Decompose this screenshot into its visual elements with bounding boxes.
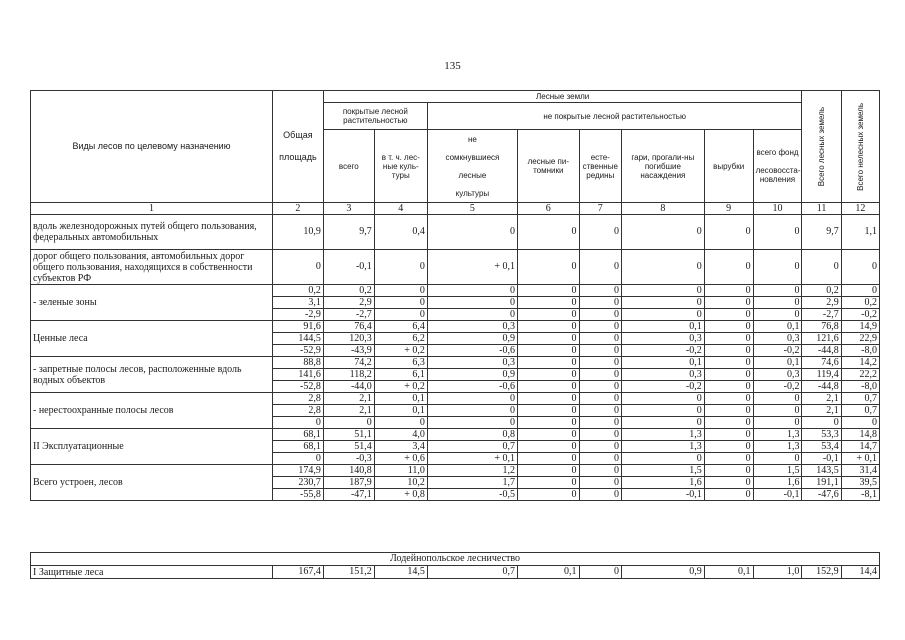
index-cell: 12 bbox=[841, 203, 879, 215]
value-cell: 0 bbox=[704, 309, 753, 321]
value-cell: 0 bbox=[621, 417, 704, 429]
value-cell: 6,4 bbox=[374, 321, 427, 333]
value-cell: 0 bbox=[704, 345, 753, 357]
value-cell: 0,7 bbox=[841, 393, 879, 405]
value-cell: 68,1 bbox=[272, 441, 323, 453]
value-cell: 0 bbox=[518, 441, 580, 453]
value-cell: + 0,2 bbox=[374, 345, 427, 357]
value-cell: 0,2 bbox=[802, 285, 841, 297]
value-cell: 0 bbox=[272, 250, 323, 285]
value-cell: 74,6 bbox=[802, 357, 841, 369]
value-cell: 0 bbox=[704, 489, 753, 501]
value-cell: 0 bbox=[704, 333, 753, 345]
value-cell: 22,9 bbox=[841, 333, 879, 345]
value-cell: 10,9 bbox=[272, 215, 323, 250]
value-cell: 0,3 bbox=[427, 357, 517, 369]
value-cell: + 0,1 bbox=[841, 453, 879, 465]
value-cell: 1,6 bbox=[621, 477, 704, 489]
value-cell: 14,8 bbox=[841, 429, 879, 441]
index-cell: 4 bbox=[374, 203, 427, 215]
value-cell: 0 bbox=[518, 489, 580, 501]
value-cell: 0 bbox=[704, 321, 753, 333]
value-cell: 91,6 bbox=[272, 321, 323, 333]
value-cell: 0 bbox=[753, 297, 802, 309]
index-row bbox=[31, 203, 880, 215]
value-cell: 1,0 bbox=[753, 566, 802, 579]
value-cell: 0,1 bbox=[753, 357, 802, 369]
value-cell: 187,9 bbox=[323, 477, 374, 489]
value-cell: 0,1 bbox=[753, 321, 802, 333]
group-name: Ценные леса bbox=[31, 321, 273, 357]
value-cell: 151,2 bbox=[323, 566, 374, 579]
value-cell: 0 bbox=[579, 250, 621, 285]
value-cell: 14,7 bbox=[841, 441, 879, 453]
value-cell: 1,6 bbox=[753, 477, 802, 489]
value-cell: 0 bbox=[518, 333, 580, 345]
value-cell: 0 bbox=[579, 309, 621, 321]
value-cell: 0 bbox=[518, 429, 580, 441]
value-cell: 0,1 bbox=[518, 566, 580, 579]
value-cell: -44,8 bbox=[802, 345, 841, 357]
value-cell: 10,2 bbox=[374, 477, 427, 489]
value-cell: -44,0 bbox=[323, 381, 374, 393]
value-cell: 0 bbox=[579, 297, 621, 309]
value-cell: 53,4 bbox=[802, 441, 841, 453]
value-cell: 118,2 bbox=[323, 369, 374, 381]
value-cell: 6,3 bbox=[374, 357, 427, 369]
value-cell: 0,3 bbox=[753, 333, 802, 345]
value-cell: 11,0 bbox=[374, 465, 427, 477]
value-cell: 0 bbox=[802, 417, 841, 429]
value-cell: -0,2 bbox=[621, 345, 704, 357]
value-cell: 0 bbox=[704, 417, 753, 429]
value-cell: 3,1 bbox=[272, 297, 323, 309]
value-cell: -0,2 bbox=[841, 309, 879, 321]
value-cell: 0 bbox=[704, 441, 753, 453]
value-cell: 22,2 bbox=[841, 369, 879, 381]
value-cell: 0 bbox=[579, 357, 621, 369]
value-cell: 0 bbox=[427, 309, 517, 321]
value-cell: 1,5 bbox=[621, 465, 704, 477]
value-cell: 119,4 bbox=[802, 369, 841, 381]
value-cell: 0 bbox=[427, 405, 517, 417]
value-cell: 230,7 bbox=[272, 477, 323, 489]
value-cell: 0 bbox=[579, 381, 621, 393]
value-cell: 143,5 bbox=[802, 465, 841, 477]
value-cell: 0,9 bbox=[621, 566, 704, 579]
value-cell: 0 bbox=[579, 417, 621, 429]
value-cell: 0,7 bbox=[427, 441, 517, 453]
table-row bbox=[31, 393, 880, 405]
header-incl-crops: в т. ч. лес-ные куль-туры bbox=[374, 130, 427, 203]
value-cell: 2,9 bbox=[323, 297, 374, 309]
value-cell: 0,9 bbox=[427, 369, 517, 381]
value-cell: 144,5 bbox=[272, 333, 323, 345]
row-name: I Защитные леса bbox=[31, 566, 273, 579]
value-cell: 1,7 bbox=[427, 477, 517, 489]
index-cell: 2 bbox=[272, 203, 323, 215]
value-cell: 1,1 bbox=[841, 215, 879, 250]
header-unrestored: всего фонд лесовосста-новления bbox=[753, 130, 802, 203]
value-cell: 0 bbox=[753, 417, 802, 429]
value-cell: 0 bbox=[579, 429, 621, 441]
value-cell: 4,0 bbox=[374, 429, 427, 441]
value-cell: 0 bbox=[621, 297, 704, 309]
value-cell: 0 bbox=[579, 333, 621, 345]
value-cell: 191,1 bbox=[802, 477, 841, 489]
header-burnt: гари, прогали-ны погибшие насаждения bbox=[621, 130, 704, 203]
value-cell: 0 bbox=[704, 357, 753, 369]
row-name: вдоль железнодорожных путей общего пользования, федеральных автомобильных bbox=[31, 215, 273, 250]
value-cell: 0 bbox=[704, 405, 753, 417]
value-cell: 0 bbox=[272, 417, 323, 429]
value-cell: -43,9 bbox=[323, 345, 374, 357]
value-cell: 0,2 bbox=[272, 285, 323, 297]
table-row bbox=[31, 215, 880, 250]
value-cell: -0,5 bbox=[427, 489, 517, 501]
value-cell: 121,6 bbox=[802, 333, 841, 345]
table-row bbox=[31, 285, 880, 297]
value-cell: 0 bbox=[579, 477, 621, 489]
value-cell: -2,7 bbox=[802, 309, 841, 321]
value-cell: 0,2 bbox=[323, 285, 374, 297]
value-cell: 0 bbox=[621, 393, 704, 405]
value-cell: 0 bbox=[704, 429, 753, 441]
header-covered: покрытые лесной растительностью bbox=[323, 103, 427, 130]
value-cell: 2,9 bbox=[802, 297, 841, 309]
value-cell: 0 bbox=[323, 417, 374, 429]
value-cell: 0 bbox=[621, 215, 704, 250]
value-cell: + 0,2 bbox=[374, 381, 427, 393]
value-cell: 2,8 bbox=[272, 393, 323, 405]
value-cell: 9,7 bbox=[802, 215, 841, 250]
value-cell: 0 bbox=[272, 453, 323, 465]
value-cell: 0 bbox=[374, 309, 427, 321]
value-cell: -47,1 bbox=[323, 489, 374, 501]
value-cell: 0,3 bbox=[427, 321, 517, 333]
index-cell: 11 bbox=[802, 203, 841, 215]
value-cell: 0,7 bbox=[427, 566, 517, 579]
index-cell: 5 bbox=[427, 203, 517, 215]
value-cell: 0 bbox=[621, 285, 704, 297]
value-cell: 174,9 bbox=[272, 465, 323, 477]
value-cell: 0,3 bbox=[753, 369, 802, 381]
section-title: Лодейнопольское лесничество bbox=[31, 553, 880, 566]
value-cell: -0,2 bbox=[753, 381, 802, 393]
index-cell: 9 bbox=[704, 203, 753, 215]
value-cell: 0 bbox=[579, 566, 621, 579]
value-cell: -8,0 bbox=[841, 345, 879, 357]
value-cell: 0 bbox=[579, 405, 621, 417]
header-total-area: Общая площадь bbox=[272, 91, 323, 203]
value-cell: 0 bbox=[427, 417, 517, 429]
value-cell: 0 bbox=[579, 465, 621, 477]
value-cell: 0 bbox=[753, 393, 802, 405]
value-cell: 3,4 bbox=[374, 441, 427, 453]
value-cell: 0,8 bbox=[427, 429, 517, 441]
value-cell: 0 bbox=[704, 369, 753, 381]
value-cell: 141,6 bbox=[272, 369, 323, 381]
group-name: II Эксплуатационные bbox=[31, 429, 273, 465]
value-cell: 0,2 bbox=[841, 297, 879, 309]
value-cell: 0,1 bbox=[374, 405, 427, 417]
value-cell: 140,8 bbox=[323, 465, 374, 477]
value-cell: 0 bbox=[427, 297, 517, 309]
value-cell: 0 bbox=[518, 345, 580, 357]
value-cell: 14,9 bbox=[841, 321, 879, 333]
index-cell: 6 bbox=[518, 203, 580, 215]
forestry-section-table bbox=[30, 552, 880, 579]
value-cell: 0 bbox=[427, 285, 517, 297]
value-cell: -47,6 bbox=[802, 489, 841, 501]
value-cell: 0 bbox=[704, 465, 753, 477]
value-cell: 0,4 bbox=[374, 215, 427, 250]
header-all: всего bbox=[323, 130, 374, 203]
forest-land-table bbox=[30, 90, 880, 501]
index-cell: 3 bbox=[323, 203, 374, 215]
value-cell: 0 bbox=[704, 215, 753, 250]
header-total-nonforest: Всего нелесных земель bbox=[841, 91, 879, 203]
value-cell: 76,8 bbox=[802, 321, 841, 333]
value-cell: 0 bbox=[518, 357, 580, 369]
value-cell: 0 bbox=[518, 285, 580, 297]
value-cell: 0 bbox=[841, 250, 879, 285]
value-cell: 74,2 bbox=[323, 357, 374, 369]
value-cell: 0 bbox=[753, 405, 802, 417]
value-cell: 0 bbox=[579, 489, 621, 501]
value-cell: 0 bbox=[518, 369, 580, 381]
header-natural-openings: есте-ственные редины bbox=[579, 130, 621, 203]
value-cell: -8,0 bbox=[841, 381, 879, 393]
value-cell: 0 bbox=[579, 321, 621, 333]
value-cell: 2,8 bbox=[272, 405, 323, 417]
table-row bbox=[31, 357, 880, 369]
value-cell: 14,2 bbox=[841, 357, 879, 369]
value-cell: 0 bbox=[518, 453, 580, 465]
value-cell: -52,9 bbox=[272, 345, 323, 357]
value-cell: 0 bbox=[753, 215, 802, 250]
index-cell: 1 bbox=[31, 203, 273, 215]
value-cell: 6,1 bbox=[374, 369, 427, 381]
value-cell: 0 bbox=[704, 297, 753, 309]
value-cell: 0 bbox=[621, 405, 704, 417]
header-nurseries: лесные пи-томники bbox=[518, 130, 580, 203]
value-cell: 0 bbox=[579, 441, 621, 453]
value-cell: 9,7 bbox=[323, 215, 374, 250]
value-cell: 0 bbox=[621, 250, 704, 285]
value-cell: 2,1 bbox=[323, 405, 374, 417]
value-cell: 0 bbox=[579, 453, 621, 465]
value-cell: + 0,6 bbox=[374, 453, 427, 465]
value-cell: 0 bbox=[579, 215, 621, 250]
value-cell: 0 bbox=[374, 285, 427, 297]
header-non-closed: не сомкнувшиеся лесные культуры bbox=[427, 130, 517, 203]
header-kind: Виды лесов по целевому назначению bbox=[31, 91, 273, 203]
value-cell: 68,1 bbox=[272, 429, 323, 441]
value-cell: 0 bbox=[621, 453, 704, 465]
value-cell: 2,1 bbox=[802, 405, 841, 417]
value-cell: 1,3 bbox=[621, 429, 704, 441]
value-cell: 2,1 bbox=[323, 393, 374, 405]
table-row bbox=[31, 465, 880, 477]
value-cell: 1,3 bbox=[753, 441, 802, 453]
value-cell: -0,2 bbox=[621, 381, 704, 393]
value-cell: 2,1 bbox=[802, 393, 841, 405]
group-name: - нерестоохранные полосы лесов bbox=[31, 393, 273, 429]
value-cell: 0 bbox=[579, 345, 621, 357]
value-cell: 0 bbox=[704, 477, 753, 489]
value-cell: -8,1 bbox=[841, 489, 879, 501]
value-cell: 0 bbox=[704, 393, 753, 405]
header-clearcuts: вырубки bbox=[704, 130, 753, 203]
value-cell: 76,4 bbox=[323, 321, 374, 333]
value-cell: -0,2 bbox=[753, 345, 802, 357]
value-cell: -0,1 bbox=[802, 453, 841, 465]
value-cell: 0 bbox=[427, 393, 517, 405]
page-number: 135 bbox=[444, 60, 461, 72]
value-cell: 1,3 bbox=[753, 429, 802, 441]
value-cell: -0,1 bbox=[753, 489, 802, 501]
value-cell: 51,1 bbox=[323, 429, 374, 441]
value-cell: -0,3 bbox=[323, 453, 374, 465]
value-cell: + 0,1 bbox=[427, 250, 517, 285]
value-cell: 0,1 bbox=[621, 321, 704, 333]
index-cell: 7 bbox=[579, 203, 621, 215]
value-cell: -0,6 bbox=[427, 345, 517, 357]
header-not-covered: не покрытые лесной растительностью bbox=[427, 103, 802, 130]
group-name: - зеленые зоны bbox=[31, 285, 273, 321]
value-cell: -0,6 bbox=[427, 381, 517, 393]
value-cell: 0 bbox=[704, 250, 753, 285]
value-cell: 0 bbox=[518, 215, 580, 250]
value-cell: 1,3 bbox=[621, 441, 704, 453]
value-cell: 0 bbox=[518, 381, 580, 393]
value-cell: 0 bbox=[753, 309, 802, 321]
value-cell: 0 bbox=[579, 393, 621, 405]
value-cell: 88,8 bbox=[272, 357, 323, 369]
value-cell: 0 bbox=[704, 285, 753, 297]
value-cell: 0 bbox=[579, 285, 621, 297]
value-cell: 0 bbox=[518, 297, 580, 309]
value-cell: 1,5 bbox=[753, 465, 802, 477]
value-cell: 0 bbox=[518, 417, 580, 429]
value-cell: 167,4 bbox=[272, 566, 323, 579]
value-cell: 0 bbox=[621, 309, 704, 321]
table-row bbox=[31, 321, 880, 333]
index-cell: 10 bbox=[753, 203, 802, 215]
index-cell: 8 bbox=[621, 203, 704, 215]
row-name: дорог общего пользования, автомобильных дорог общего пользования, находящихся в собственности субъектов РФ bbox=[31, 250, 273, 285]
value-cell: 0 bbox=[579, 369, 621, 381]
value-cell: 0 bbox=[374, 417, 427, 429]
value-cell: 0 bbox=[841, 285, 879, 297]
value-cell: 14,5 bbox=[374, 566, 427, 579]
value-cell: -0,1 bbox=[621, 489, 704, 501]
value-cell: 0,1 bbox=[621, 357, 704, 369]
value-cell: + 0,1 bbox=[427, 453, 517, 465]
value-cell: 14,4 bbox=[841, 566, 879, 579]
value-cell: 0 bbox=[753, 453, 802, 465]
value-cell: 0 bbox=[518, 309, 580, 321]
value-cell: -52,8 bbox=[272, 381, 323, 393]
value-cell: 0 bbox=[374, 297, 427, 309]
value-cell: 6,2 bbox=[374, 333, 427, 345]
value-cell: 1,2 bbox=[427, 465, 517, 477]
group-name: Всего устроен, лесов bbox=[31, 465, 273, 501]
group-name: - запретные полосы лесов, расположенные вдоль водных объектов bbox=[31, 357, 273, 393]
value-cell: -2,7 bbox=[323, 309, 374, 321]
value-cell: 0 bbox=[427, 215, 517, 250]
value-cell: 0,3 bbox=[621, 333, 704, 345]
value-cell: 51,4 bbox=[323, 441, 374, 453]
value-cell: 0 bbox=[518, 405, 580, 417]
header-total-forest: Всего лесных земель bbox=[802, 91, 841, 203]
value-cell: 31,4 bbox=[841, 465, 879, 477]
table-row bbox=[31, 250, 880, 285]
value-cell: 0 bbox=[518, 477, 580, 489]
value-cell: 0 bbox=[518, 393, 580, 405]
value-cell: 0 bbox=[753, 250, 802, 285]
value-cell: -0,1 bbox=[323, 250, 374, 285]
value-cell: 0 bbox=[802, 250, 841, 285]
table-row bbox=[31, 429, 880, 441]
value-cell: 0,3 bbox=[621, 369, 704, 381]
value-cell: 0,1 bbox=[704, 566, 753, 579]
value-cell: 53,3 bbox=[802, 429, 841, 441]
value-cell: 39,5 bbox=[841, 477, 879, 489]
value-cell: 0,9 bbox=[427, 333, 517, 345]
value-cell: 120,3 bbox=[323, 333, 374, 345]
value-cell: 0 bbox=[518, 321, 580, 333]
table-row bbox=[31, 566, 880, 579]
value-cell: 0 bbox=[704, 381, 753, 393]
value-cell: 0 bbox=[518, 465, 580, 477]
value-cell: 0,1 bbox=[374, 393, 427, 405]
value-cell: 0 bbox=[753, 285, 802, 297]
value-cell: -2,9 bbox=[272, 309, 323, 321]
value-cell: 0 bbox=[374, 250, 427, 285]
value-cell: 152,9 bbox=[802, 566, 841, 579]
header-forest-lands: Лесные земли bbox=[323, 91, 802, 103]
value-cell: + 0,8 bbox=[374, 489, 427, 501]
value-cell: -44,8 bbox=[802, 381, 841, 393]
value-cell: 0 bbox=[518, 250, 580, 285]
value-cell: 0 bbox=[841, 417, 879, 429]
value-cell: 0,7 bbox=[841, 405, 879, 417]
value-cell: -55,8 bbox=[272, 489, 323, 501]
value-cell: 0 bbox=[704, 453, 753, 465]
